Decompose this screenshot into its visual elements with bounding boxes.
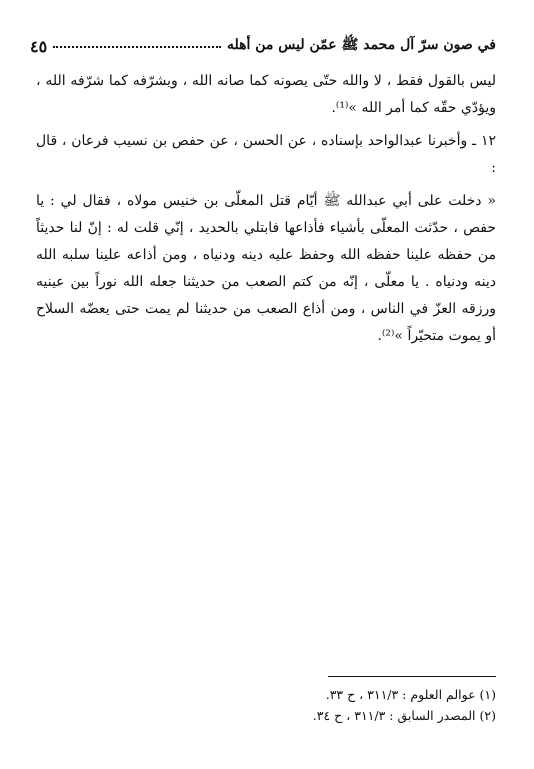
header-leader-dots [53,38,221,48]
main-text [36,68,496,350]
running-header-title: في صون سرّ آل محمد ﷺ عمّن ليس من أهله [226,37,496,53]
running-header [30,34,496,58]
paragraph-hadith-chain: ١٢ ـ وأخبرنا عبدالواحد بإسناده ، عن الحسن ، عن حفص بن نسيب فرعان ، قال : [36,133,496,176]
paragraph-continuation: ليس بالقول فقط ، لا والله حتّى يصونه كما صانه الله ، ويشرّفه كما شرّفه الله ، ويؤدّي حقّه كما أمر الله »⁽¹⁾. [36,73,496,116]
page-number: ٤٥ [30,36,48,56]
paragraph-hadith-text: « دخلت على أبي عبدالله ﷺ أيّام قتل المعلّى بن خنيس مولاه ، فقال لي : يا حفص ، حدّثت المعلّى بأشياء فأذاعها فابتلي بالحديد ، إنّي قلت له : إنّ لنا حديثاً من حفظه علينا حفظه الله وحفظ عليه دينه ودنياه ، ومن أذاعه علينا سلبه الله دينه ودنياه . يا معلّى ، إنّه من كتم الصعب من حديثنا جعله الله نوراً بين عينيه ورزقه العزّ في الناس ، ومن أذاع الصعب من حديثنا لم يمت حتى يعضّه السلاح أو يموت متحيّراً »⁽²⁾. [36,193,496,344]
footnote-1: (١) عوالم العلوم : ٣١١/٣ ، ح ٣٣. [325,687,496,702]
footnote-2: (٢) المصدر السابق : ٣١١/٣ ، ح ٣٤. [312,708,496,723]
footnotes [36,684,496,726]
footnote-separator [328,676,496,677]
